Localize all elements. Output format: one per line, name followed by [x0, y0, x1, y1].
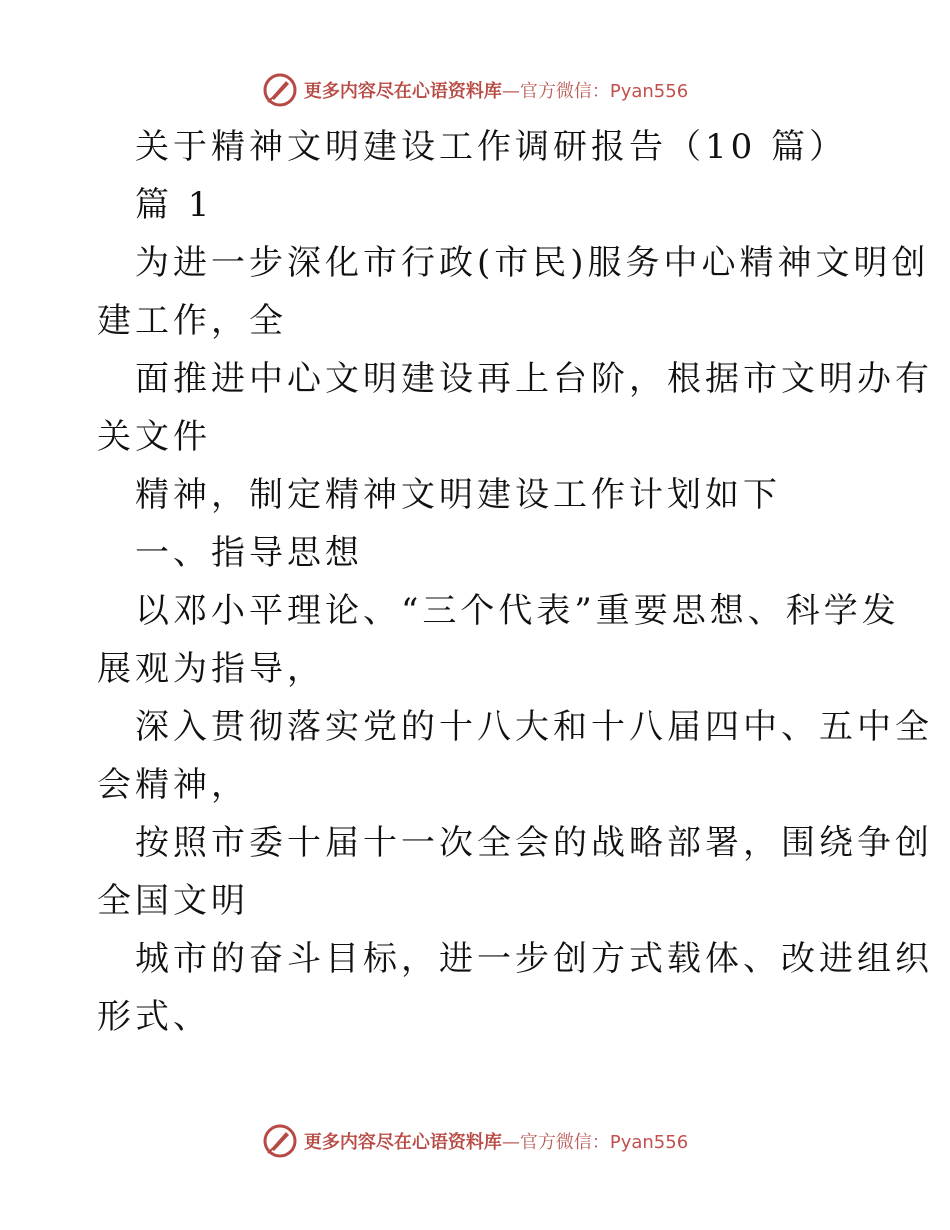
watermark-brand: 更多内容尽在心语资料库	[303, 1132, 502, 1153]
paragraph-line: 为进一步深化市行政(市民)服务中心精神文明创	[135, 243, 930, 283]
paragraph-line: 形式、	[97, 997, 211, 1037]
paragraph-line: 深入贯彻落实党的十八大和十八届四中、五中全	[135, 707, 933, 747]
section-heading: 篇 1	[135, 185, 214, 225]
quill-logo-icon	[262, 72, 298, 108]
watermark-account: Pyan556	[609, 81, 689, 102]
watermark-brand: 更多内容尽在心语资料库	[303, 81, 502, 102]
paragraph-line: 精神，制定精神文明建设工作计划如下	[135, 475, 781, 515]
footer-watermark	[0, 1123, 950, 1159]
quill-logo-icon	[262, 1123, 298, 1159]
watermark-label: 官方微信：	[519, 1132, 610, 1153]
document-body	[97, 118, 933, 1046]
watermark-separator: —	[501, 1132, 520, 1153]
paragraph-line: 关文件	[97, 417, 211, 457]
document-title: 关于精神文明建设工作调研报告（10 篇）	[135, 127, 848, 167]
watermark-account: Pyan556	[609, 1132, 689, 1153]
watermark-text	[304, 1128, 688, 1154]
paragraph-line: 以邓小平理论、“三个代表”重要思想、科学发	[135, 591, 900, 631]
header-watermark	[0, 72, 950, 108]
section-heading: 一、指导思想	[135, 533, 363, 573]
paragraph-line: 城市的奋斗目标，进一步创方式载体、改进组织	[135, 939, 933, 979]
paragraph-line: 全国文明	[97, 881, 249, 921]
paragraph-line: 面推进中心文明建设再上台阶，根据市文明办有	[135, 359, 933, 399]
watermark-label: 官方微信：	[519, 81, 610, 102]
watermark-separator: —	[501, 81, 520, 102]
paragraph-line: 按照市委十届十一次全会的战略部署，围绕争创	[135, 823, 933, 863]
paragraph-line: 展观为指导，	[97, 649, 325, 689]
paragraph-line: 建工作，全	[97, 301, 287, 341]
paragraph-line: 会精神，	[97, 765, 249, 805]
watermark-text	[304, 77, 688, 103]
